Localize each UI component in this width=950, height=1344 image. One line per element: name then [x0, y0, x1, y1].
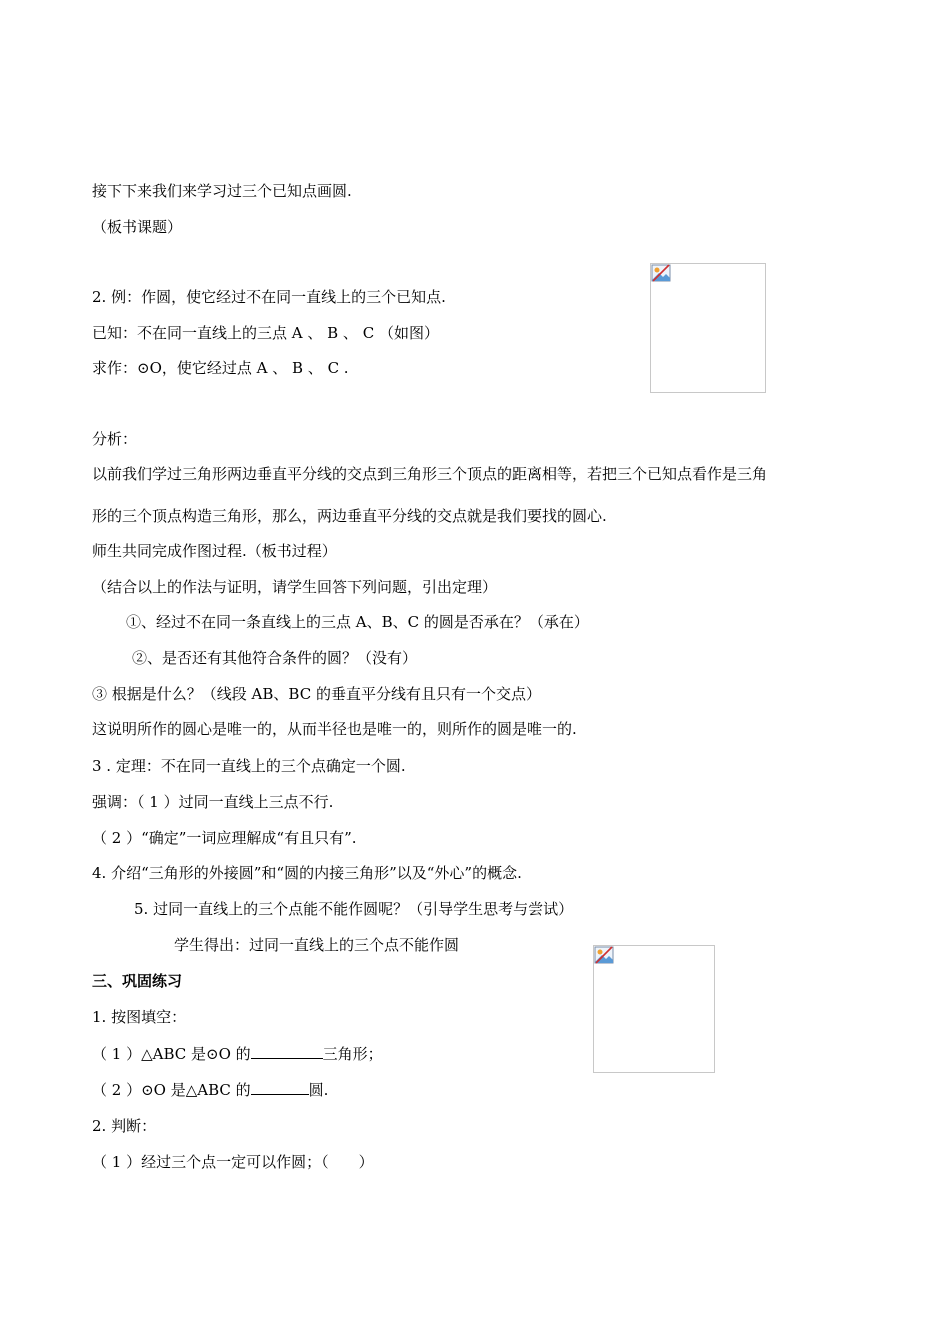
figure-2 [593, 945, 715, 1073]
line-analysis-2: 形的三个顶点构造三角形，那么，两边垂直平分线的交点就是我们要找的圆心. [92, 507, 607, 525]
line-conclusion: 学生得出：过同一直线上的三个点不能作圆 [174, 936, 460, 954]
line-example: 2. 例：作圆，使它经过不在同一直线上的三个已知点. [92, 288, 446, 306]
line-analysis-1: 以前我们学过三角形两边垂直平分线的交点到三角形三个顶点的距离相等，若把三个已知点看作是三角 [92, 465, 768, 483]
line-blank-2 [92, 1078, 328, 1101]
answer-blank-2[interactable] [251, 1078, 309, 1095]
blank-1-suffix: 三角形； [322, 1045, 383, 1063]
line-fill-blank: 1. 按图填空： [92, 1008, 187, 1026]
line-collinear: 5. 过同一直线上的三个点能不能作圆呢？（引导学生思考与尝试） [134, 900, 574, 918]
line-together: 师生共同完成作图过程.（板书过程） [92, 542, 337, 560]
section-heading-practice: 三、巩固练习 [92, 972, 183, 990]
line-question-3: ③ 根据是什么？（线段 AB、BC 的垂直平分线有且只有一个交点） [92, 685, 541, 703]
blank-2-prefix: （ 2 ）⊙O 是△ABC 的 [92, 1081, 251, 1099]
figure-1 [650, 263, 766, 393]
line-question-1: ①、经过不在同一条直线上的三点 A、B、C 的圆是否承在？（承在） [126, 613, 589, 631]
blank-1-prefix: （ 1 ）△ABC 是⊙O 的 [92, 1045, 251, 1063]
answer-blank-1[interactable] [251, 1042, 323, 1059]
line-blank-1 [92, 1042, 383, 1065]
line-construct: 求作：⊙O，使它经过点 A 、 B 、 C . [92, 359, 349, 377]
line-judge-1: （ 1 ）经过三个点一定可以作圆；（ ） [92, 1153, 374, 1171]
line-introduce: 4. 介绍“三角形的外接圆”和“圆的内接三角形”以及“外心”的概念. [92, 864, 522, 882]
line-intro: 接下下来我们来学习过三个已知点画圆. [92, 182, 352, 200]
line-emphasis-1: 强调：（ 1 ）过同一直线上三点不行. [92, 793, 334, 811]
line-unique: 这说明所作的圆心是唯一的，从而半径也是唯一的，则所作的圆是唯一的. [92, 720, 577, 738]
line-theorem: 3 . 定理：不在同一直线上的三个点确定一个圆. [92, 757, 406, 775]
broken-image-icon [594, 946, 614, 964]
broken-image-icon [651, 264, 671, 282]
blank-2-suffix: 圆. [308, 1081, 329, 1099]
line-given: 已知：不在同一直线上的三点 A 、 B 、 C （如图） [92, 324, 439, 342]
line-question-2: ②、是否还有其他符合条件的圆？（没有） [132, 649, 418, 667]
line-analysis-label: 分析： [92, 430, 138, 448]
line-board-title: （板书课题） [92, 218, 183, 236]
line-emphasis-2: （ 2 ）“确定”一词应理解成“有且只有”. [92, 829, 357, 847]
line-combine: （结合以上的作法与证明，请学生回答下列问题，引出定理） [92, 578, 498, 596]
line-judge: 2. 判断： [92, 1117, 157, 1135]
